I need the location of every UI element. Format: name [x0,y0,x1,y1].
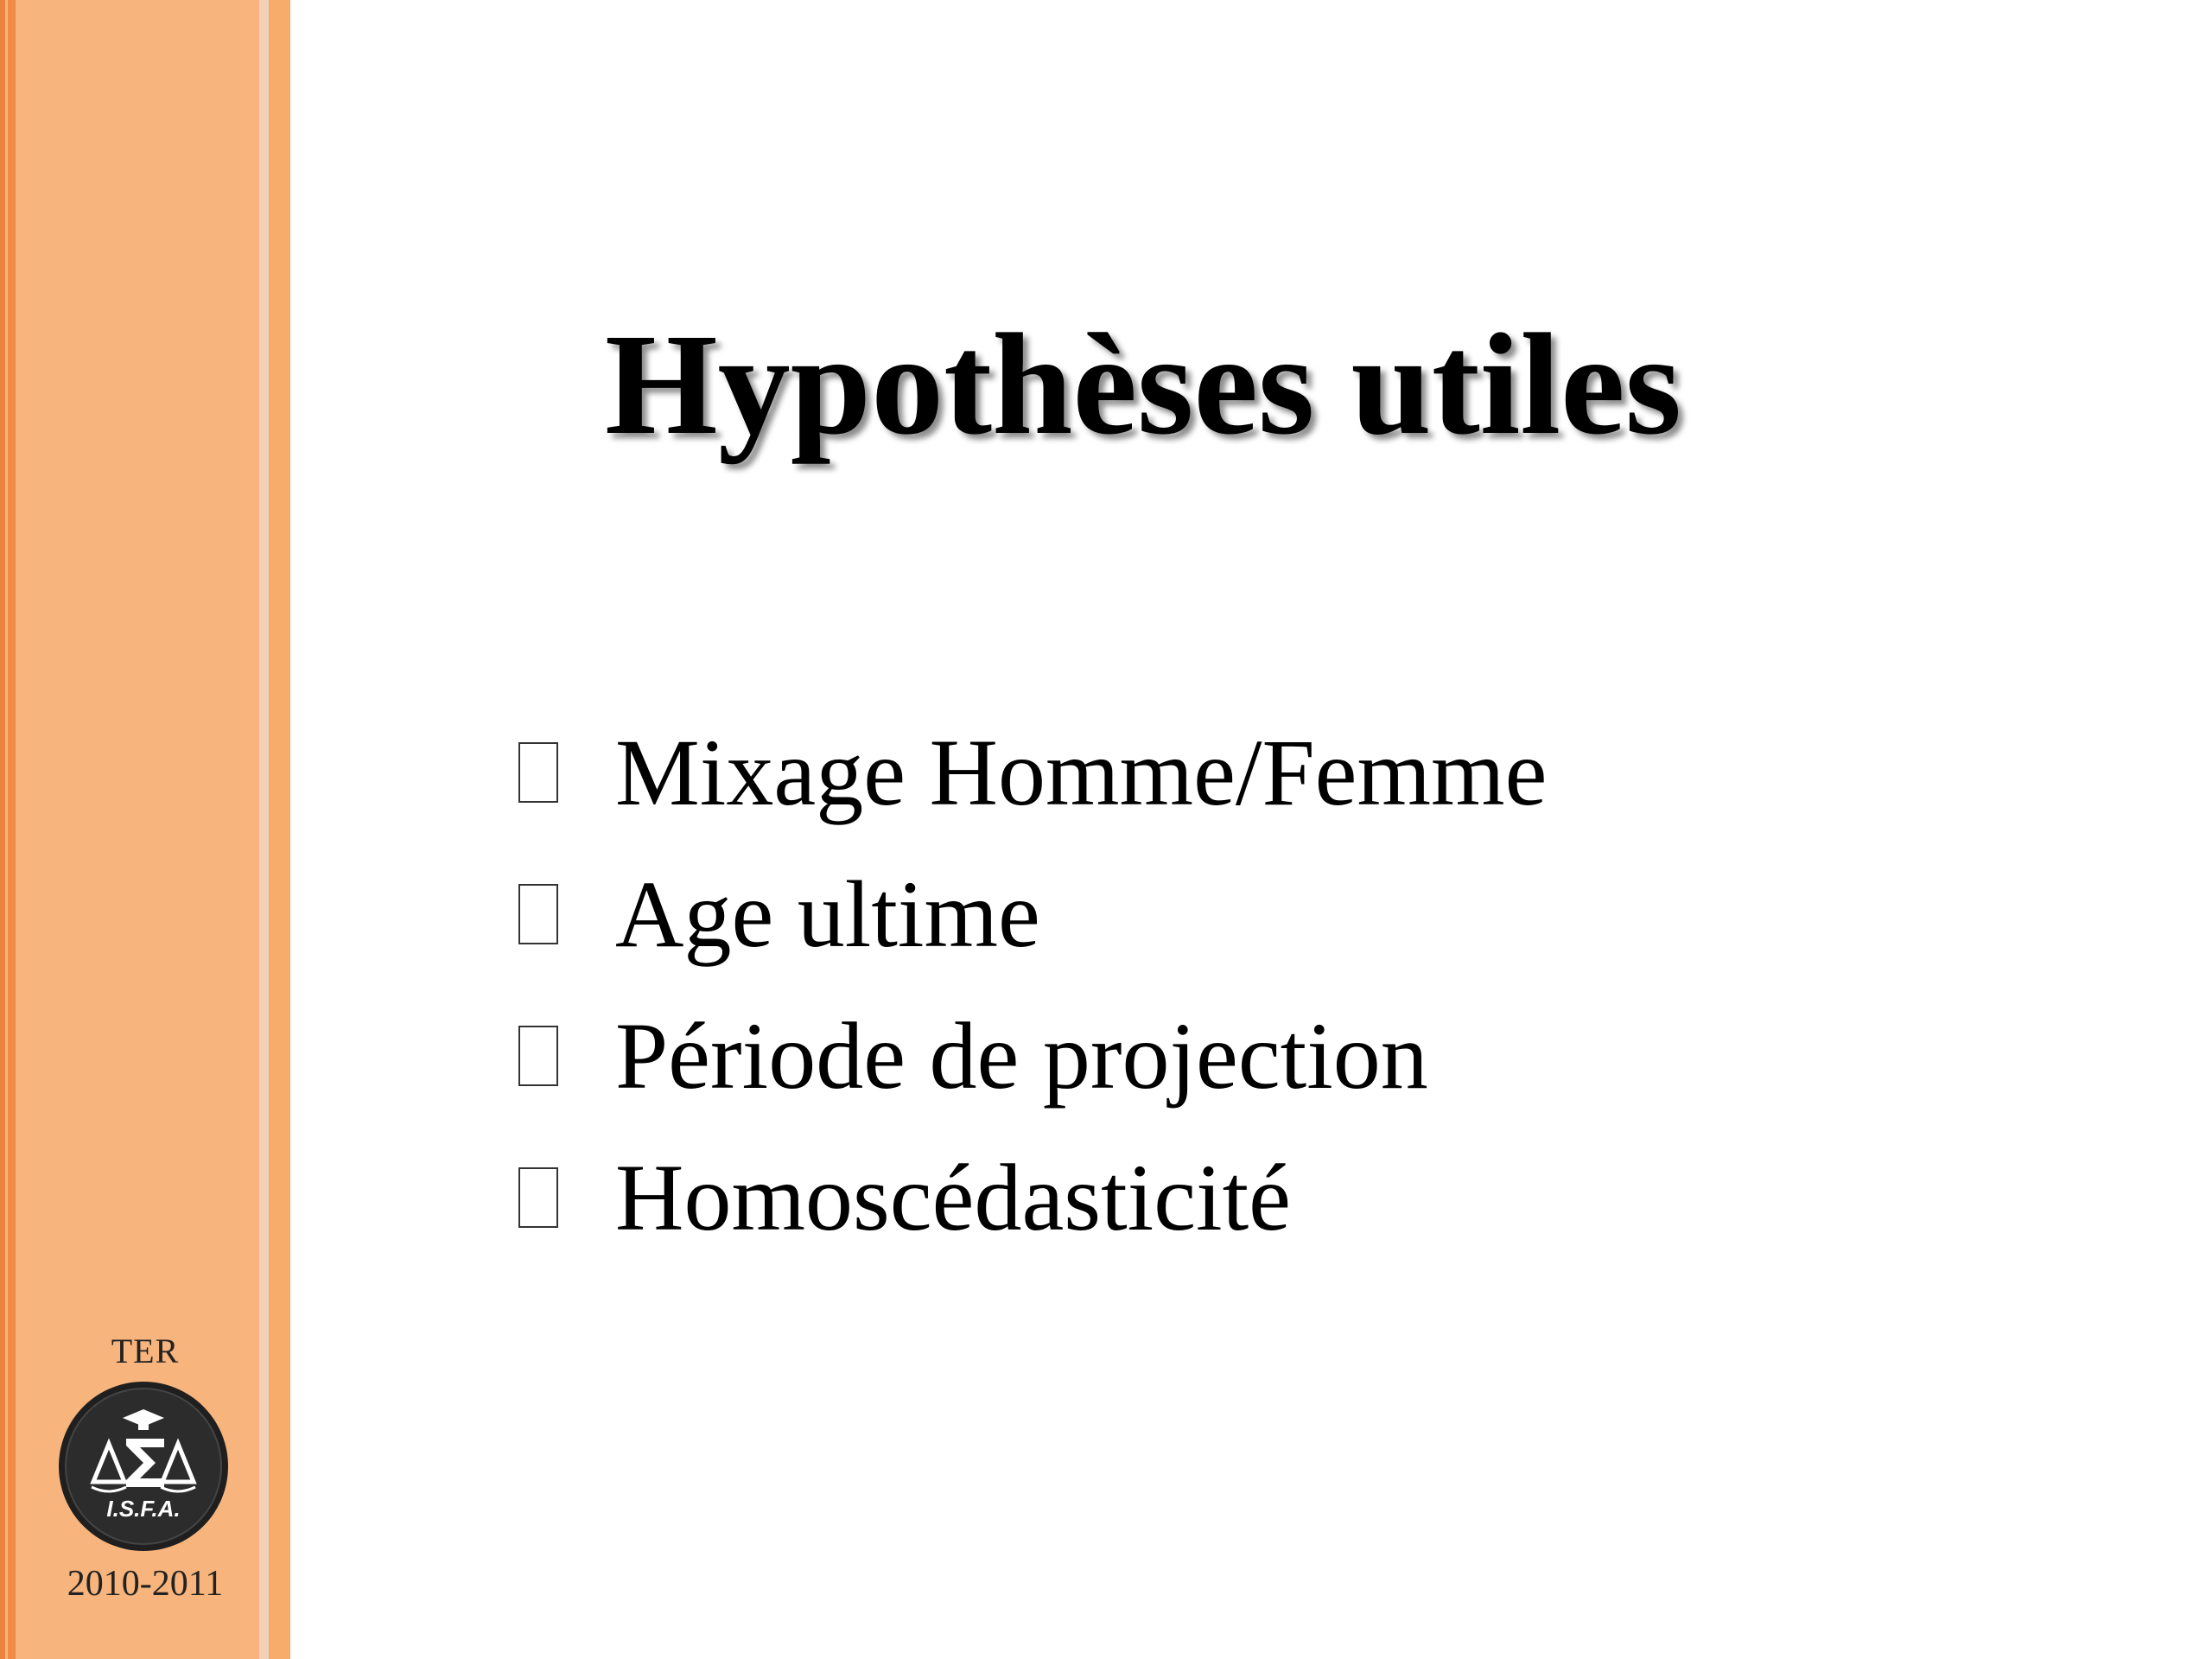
sidebar-edge-stripe [259,0,269,1659]
bullet-text: Mixage Homme/Femme [615,720,1548,825]
sidebar-edge-stripe [269,0,290,1659]
sidebar-label: TER [111,1332,180,1370]
square-bullet-icon [518,1167,558,1228]
square-bullet-icon [518,1026,558,1086]
list-item [518,985,1547,1127]
isfa-logo-text: I.S.F.A. [106,1496,181,1522]
sidebar [0,0,290,1659]
isfa-logo-icon [57,1380,230,1553]
square-bullet-icon [518,742,558,803]
slide-title: Hypothèses utiles [605,304,1682,465]
list-item [518,702,1547,843]
list-item [518,1127,1547,1268]
square-bullet-icon [518,884,558,944]
bullet-text: Age ultime [615,861,1040,967]
bullet-text: Homoscédasticité [615,1145,1291,1250]
bullet-list [518,702,1547,1268]
bullet-text: Période de projection [615,1003,1428,1109]
sidebar-stripe [8,0,16,1659]
list-item [518,843,1547,985]
sidebar-years: 2010-2011 [67,1564,224,1604]
sidebar-stripe [0,0,5,1659]
